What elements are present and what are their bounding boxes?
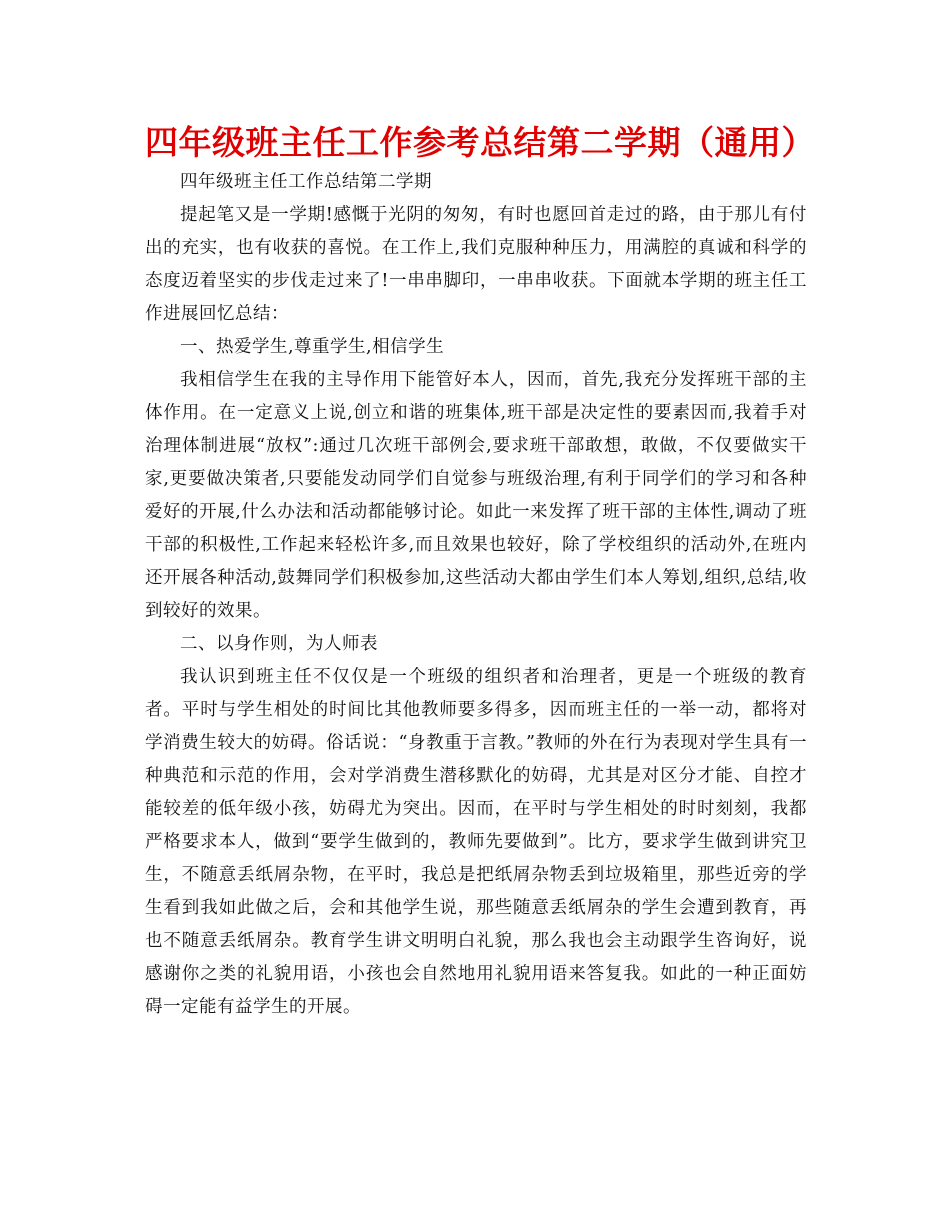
section-1-paragraph: 我相信学生在我的主导作用下能管好本人，因而，首先,我充分发挥班干部的主体作用。在一定意义上说,创立和谐的班集体,班干部是决定性的要素因而,我着手对治理体制进展“放权”:通过几次班干部例会,要求班干部敢想，敢做，不仅要做实干家,更要做决策者,只要能发动同学们自觉参与班级治理,有利于同学们的学习和各种爱好的开展,什么办法和活动都能够讨论。如此一来发挥了班干部的主体性,调动了班干部的积极性,工作起来轻松许多,而且效果也较好，除了学校组织的活动外,在班内还开展各种活动,鼓舞同学们积极参加,这些活动大都由学生们本人筹划,组织,总结,收到较好的效果。	[145, 370, 807, 621]
document-subtitle: 四年级班主任工作总结第二学期	[180, 172, 432, 192]
document-title: 四年级班主任工作参考总结第二学期（通用）	[145, 123, 815, 162]
section-2-paragraph: 我认识到班主任不仅仅是一个班级的组织者和治理者，更是一个班级的教育者。平时与学生相处的时间比其他教师要多得多，因而班主任的一举一动，都将对学消费生较大的妨碍。俗话说：“身教重于言教。”教师的外在行为表现对学生具有一种典范和示范的作用，会对学消费生潜移默化的妨碍，尤其是对区分才能、自控才能较差的低年级小孩，妨碍尤为突出。因而，在平时与学生相处的时时刻刻，我都严格要求本人，做到“要学生做到的，教师先要做到”。比方，要求学生做到讲究卫生，不随意丢纸屑杂物，在平时，我总是把纸屑杂物丢到垃圾箱里，那些近旁的学生看到我如此做之后，会和其他学生说，那些随意丢纸屑杂的学生会遭到教育，再也不随意丢纸屑杂。教育学生讲文明明白礼貌，那么我也会主动跟学生咨询好，说感谢你之类的礼貌用语，小孩也会自然地用礼貌用语来答复我。如此的一种正面妨碍一定能有益学生的开展。	[145, 667, 807, 1017]
section-heading-1: 一、热爱学生,尊重学生,相信学生	[180, 337, 445, 357]
section-heading-2: 二、以身作则，为人师表	[180, 634, 378, 654]
intro-paragraph: 提起笔又是一学期!感慨于光阴的匆匆，有时也愿回首走过的路，由于那儿有付出的充实，也有收获的喜悦。在工作上,我们克服种种压力，用满腔的真诚和科学的态度迈着坚实的步伐走过来了!一串串脚印，一串串收获。下面就本学期的班主任工作进展回忆总结：	[145, 205, 807, 324]
document-page	[145, 118, 815, 1024]
